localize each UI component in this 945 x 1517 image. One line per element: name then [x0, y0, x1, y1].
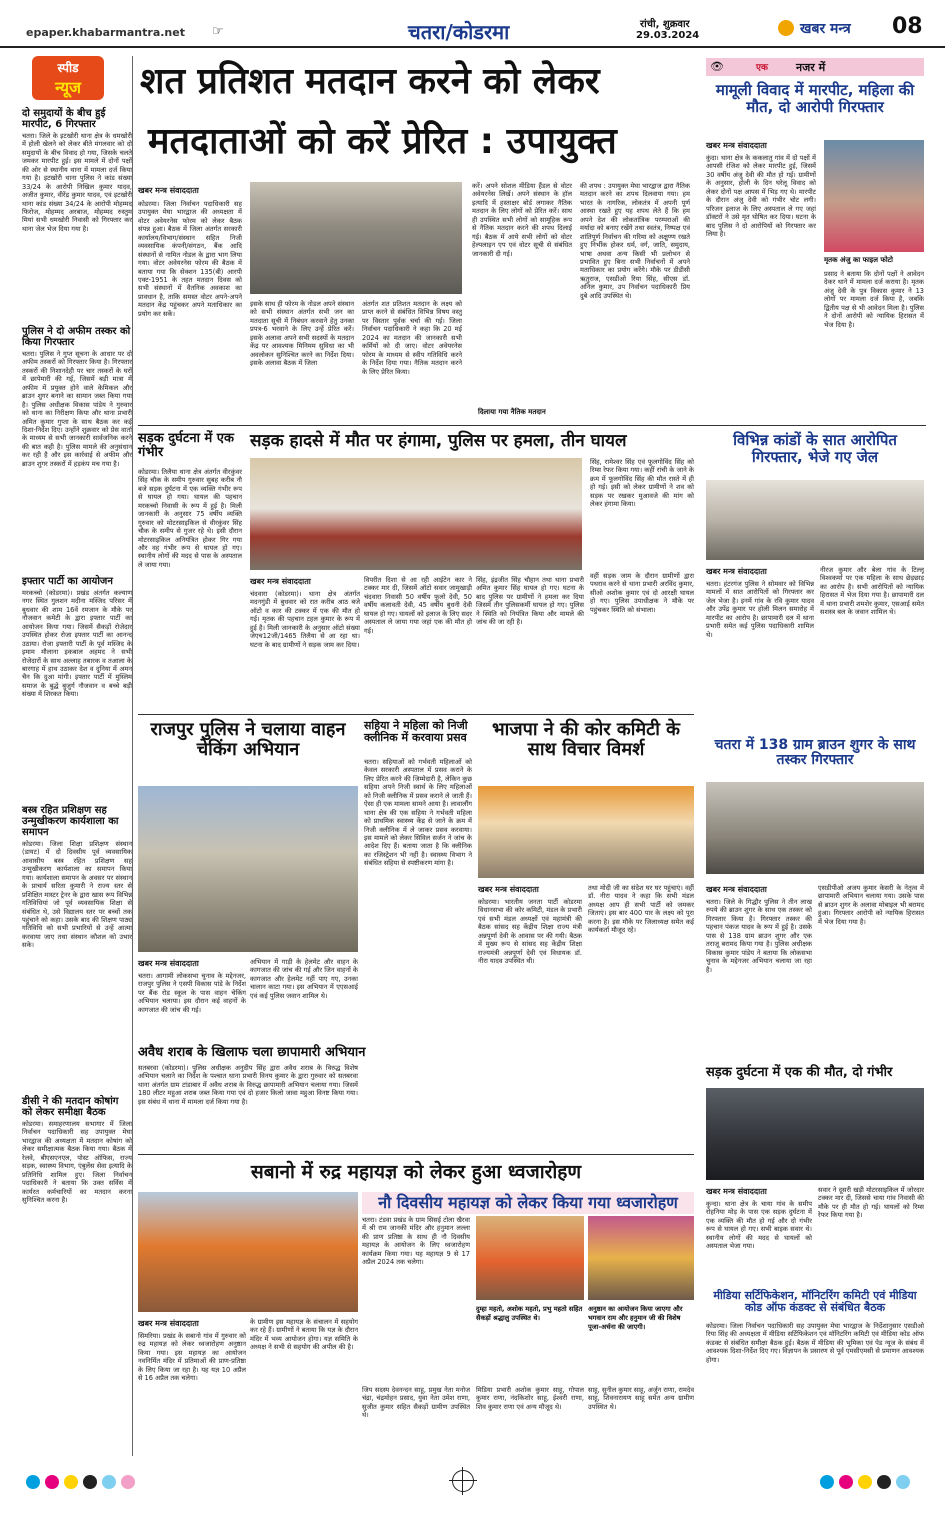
right-top-headline: मामूली विवाद में मारपीट, महिला की मौत, दो आरोपी गिरफ्तार [715, 81, 915, 116]
masthead [0, 0, 945, 48]
flag-tag: एक [756, 63, 768, 73]
registration-dot [896, 1475, 910, 1489]
speed-news-title: दो समुदायों के बीच हुई मारपीट, 6 गिरफ्तार [22, 108, 106, 130]
bjp-col1: कोडरमा। भारतीय जनता पार्टी कोडरमा विधानसभा की कोर कमिटी, मंडल के प्रभारी एवं सभी मंडल अध्यक्षों एवं महामंत्री की बैठक सांसद सह केंद्रीय शिक्षा राज्य मंत्री अन्नपूर्णा देवी के आवास पर की गयी। बैठक में मुख्य रूप से सांसद सह केंद्रीय शिक्षा राज्यमंत्री अन्नपूर्णा देवी एवं विधायक डॉ. नीरा यादव उपस्थित थी। [478, 898, 582, 966]
speed-news-body: चतरा। पुलिस ने गुप्त सूचना के आधार पर दो अफीम तस्करों को गिरफ्तार किया है। गिरफ्तार तस्करों की निशानदेही पर चार तस्करों के घरों में छापेमारी की गई, जिसमें बड़ी मात्रा में अफीम में प्रयुक्त होने वाले केमिकल और ब्राउन शुगर बनाने का सामान जब्त किया गया है। पुलिस अधीक्षक विकास पांडेय ने गुरुवार को थाना का निरीक्षण किया और थाना प्रभारी अमित कुमार गुप्ता के साथ बैठक कर कई दिशा-निर्देश दिए। उन्होंने शुक्रवार को प्रेस वार्ता के माध्यम से सभी जानकारी सार्वजनिक करने की बात कही है। पुलिस मामले की अनुसंधान कर रही है और इस कार्रवाई से अफीम और ब्राउन शुगर तस्करों में हड़कंप मच गया है। [22, 350, 132, 468]
divider [138, 714, 694, 715]
yagna-byline: खबर मन्त्र संवाददाता [138, 1319, 199, 1328]
rajpur-headline: राजपुर पुलिस ने चलाया वाहन चेकिंग अभियान [150, 719, 346, 760]
mob-col1: चंदवारा (कोडरमा)। थाना क्षेत्र अंतर्गत मदनगुंडी में बुधवार को रात करीब आठ बजे ऑटो व कार की टक्कर में एक की मौत हो गई। मृतक की पहचान टहल कुमार के रूप में हुई है। मिली जानकारी के अनुसार ऑटो संख्या जेएच12जी/1465 तिलैया से आ रहा था। घटना के बाद ग्रामीणों ने सड़क जाम कर दिया। [250, 590, 360, 649]
yagna-banner: सबानो में रुद्र महायज्ञ को लेकर हुआ ध्वजारोहण [250, 1161, 582, 1183]
registration-dot [83, 1475, 97, 1489]
nine-day-col5: साहू, सुनील कुमार साहू, अर्जुन राणा, रामदेव साहू, शिवनारायण साहू समेत अन्य ग्रामीण उपस्थित थे। [588, 1386, 694, 1411]
right-top-body: कुंदा। थाना क्षेत्र के ककलातु गांव में दो पक्षों में आपसी रंजिश को लेकर मारपीट हुई, जिसमें 30 वर्षीय अंजु देवी की मौत हो गई। ग्रामीणों के अनुसार, होली के दिन घरेलू विवाद को लेकर दोनों पक्ष आपस में भिड़ गए थे। मारपीट के दौरान अंजु देवी को गंभीर चोट लगी। परिजन इलाज के लिए अस्पताल ले गए जहां डॉक्टरों ने उसे मृत घोषित कर दिया। घटना के बाद पुलिस ने दो आरोपियों को गिरफ्तार कर लिया है। [706, 154, 816, 238]
lead-byline: खबर मन्त्र संवाददाता [138, 186, 199, 195]
lead-col1: कोडरमा। जिला निर्वाचन पदाधिकारी सह उपायुक्त मेघा भारद्वाज की अध्यक्षता में वोटर अवेयरनेस फोरम को लेकर बैठक संपन्न हुआ। बैठक में जिला अंतर्गत सरकारी कार्यालय/विभाग/संस्थान सहित निजी व्यवसायिक कंपनी/संगठन, बैंक आदि संस्थानों से नामित नोडल के द्वारा भाग लिया गया। वोटर अवेयरनेस फोरम की बैठक में बताया गया कि सेक्शन 135(बी) आरपी एक्ट-1951 के तहत मतदान दिवस को सभी संस्थानों में वैतनिक अवकाश का प्रावधान है, ताकि समस्त वोटर अपने-अपने मतदान केंद्र पहुंचकर अपने मताधिकार का प्रयोग कर सकें। [138, 200, 242, 318]
rajpur-byline: खबर मन्त्र संवाददाता [138, 959, 199, 968]
bjp-byline: खबर मन्त्र संवाददाता [478, 885, 539, 894]
brown-sugar-byline: खबर मन्त्र संवाददाता [706, 885, 767, 894]
speed-news-body: मरकच्चो (कोडरमा)। प्रखंड अंतर्गत कल्याण नगर स्थित गुलशन मदीना मस्जिद परिसर में बुधवार की शाम 16वें रमजान के मौके पर नौजवान कमेटी के द्वारा इफ्तार पार्टी का आयोजन किया गया। जिसमें सैकड़ों रोजेदार उपस्थित होकर रोजा इफ्तार पार्टी का आनन्द उठाया। रोजा इफ्तारी पार्टी के पूर्व मस्जिद के इमाम मौलाना इकबाल अहमद ने सभी रोजेदारों के साथ अल्लाह तबारक व तआला के बारगाह में हाथ उठाकर देश व दुनिया में अमन चैन कि दुआ मांगी। इफ्तार पार्टी में मुस्लिम समाज के बुद्धे बुजुर्ग नौजवान व बच्चे बड़ी संख्या में शिरकत किया। [22, 589, 132, 699]
registration-marks-right [820, 1474, 915, 1493]
liquor-body: सतबरवा (कोडरमा)। पुलिस अधीक्षक अनुदीप सिंह द्वारा अवैध शराब के विरुद्ध विशेष अभियान चलाने का निर्देश के पश्चात थाना प्रभारी विनय कुमार के द्वारा गुरुवार को सतबरवा थाना अंतर्गत ग्राम टांडाबार में अवैध शराब के विरुद्ध छापामारी अभियान चलाया गया। जिसमें 180 लीटर महुआ शराब जब्त किया गया एवं दो हजार किलो जावा महुआ विनष्ट किया गया। इस संबंध में थाना में मामला दर्ज किया गया है। [138, 1064, 358, 1106]
accident2-byline: खबर मन्त्र संवाददाता [706, 1187, 767, 1196]
registration-dot [839, 1475, 853, 1489]
nine-day-caption1: दुम्हा महतो, अशोक महतो, प्रभु महतो सहित सैकड़ों श्रद्धालु उपस्थित थे। [476, 1305, 583, 1322]
nine-day-col1: चतरा। टंडवा प्रखंड के ग्राम सिसई टोला खैरवा में श्री राम जानकी मंदिर और हनुमान लल्ला की प्राण प्रतिष्ठा के साथ ही नौ दिवसीय महायज्ञ के आयोजन के लिए ध्वजारोहण कार्यक्रम किया गया। यह महायज्ञ 9 से 17 अप्रैल 2024 तक चलेगा। [362, 1216, 470, 1267]
rajpur-photo [138, 786, 358, 952]
yagna-col2: के ग्रामीण इस महायज्ञ के संचालन में सहयोग कर रहे हैं। ग्रामीणों ने बताया कि यज्ञ के दौरान मंदिर में भव्य आयोजन होगा। यज्ञ समिति के अध्यक्ष ने सभी से सहयोग की अपील की है। [250, 1318, 358, 1352]
victim-photo [824, 140, 924, 252]
page-number: 08 [892, 14, 923, 39]
media-body: कोडरमा। जिला निर्वाचन पदाधिकारी सह उपायुक्त मेघा भारद्वाज के निर्देशानुसार एसडीओ रिया सिंह की अध्यक्षता में मीडिया सर्टिफिकेशन एवं मॉनिटरिंग कमिटी एवं मीडिया कोड ऑफ कंडक्ट से संबंधित समीक्षा बैठक हुई। बैठक में मीडिया की भूमिका एवं पेड न्यूज के संबंध में आवश्यक दिशा-निर्देश दिए गए। विज्ञापन के प्रसारण से पूर्व एमसीएमसी से प्रमाणन आवश्यक होगा। [706, 1322, 924, 1364]
section-title: चतरा/कोडरमा [408, 20, 510, 44]
clinic-headline: सहिया ने महिला को निजी क्लीनिक में करवाया प्रसव [364, 719, 468, 745]
nine-day-photo2 [588, 1216, 694, 1300]
arrested-photo [706, 480, 924, 560]
speed-news-item [22, 576, 132, 799]
victim-photo-caption: मृतक अंजु का फाइल फोटो [824, 256, 893, 264]
registration-marks-left [26, 1474, 140, 1493]
lead-col2: इसके साथ ही फोरम के नोडल अपने संस्थान को सभी संस्थान अंतर्गत सभी जन का मतदाता सूची में निबंधन करवाने हेतु उनका प्रपत्र-6 भरवाने के लिए उन्हें प्रेरित करें। इसके अलावा अपने सभी सदस्यों के मतदान केंद्र पर आवश्यक मिनिमम सुविधा का भी अवलोकन सुनिश्चित करने का निर्देश दिया। इसके अलावा बैठक में जिला [250, 300, 354, 368]
yagna-photo [138, 1192, 358, 1312]
speed-news-title: डीसी ने की मतदान कोषांग को लेकर समीक्षा बैठक [22, 1096, 119, 1118]
nine-day-caption2: अनुष्ठान का आयोजन किया जाएगा और भगवान राम और हनुमान जी की विशेष पूजा-अर्चना की जाएगी। [588, 1305, 683, 1331]
lead-col4: करें। अपने सोशल मीडिया हैंडल से वोटर अवेयरनेस लिखें। अपने संस्थान के हॉल इत्यादि में हस्ताक्षर बोर्ड लगाकर नैतिक मतदान के लिए लोगों को प्रेरित करें। साथ ही उपस्थित सभी लोगों को सामूहिक रूप से नैतिक मतदान करने की शपथ दिलाई गई। बैठक में आये सभी लोगों को वोटर हेल्पलाइन एप एवं वोटर सूची से संबंधित जानकारी दी गई। [472, 182, 572, 258]
lead-col5: की शपथ : उपायुक्त मेघा भारद्वाज द्वारा नैतिक मतदान करने का शपथ दिलवाया गया। हम भारत के नागरिक, लोकतंत्र में अपनी पूर्ण आस्था रखते हुए यह शपथ लेते हैं कि हम अपने देश की लोकतांत्रिक परम्पराओं की मर्यादा को बनाए रखेंगे तथा स्वतंत्र, निष्पक्ष एवं शांतिपूर्ण निर्वाचन की गरिमा को अक्षुण्ण रखते हुए निर्भीक होकर धर्म, वर्ग, जाति, समुदाय, भाषा अथवा अन्य किसी भी प्रलोभन से प्रभावित हुए बिना सभी निर्वाचनों में अपने मताधिकार का प्रयोग करेंगे। मौके पर डीडीसी ऋतुराज, एसडीओ रिया सिंह, सीएस डॉ. अनिल कुमार, उप निर्वाचन पदाधिकारी प्रिय दुबे आदि उपस्थित थे। [580, 182, 690, 300]
seven-arrested-col2: नीरज कुमार और बेला गांव के टिल्लू विश्वकर्मा पर एक महिला के साथ छेड़छाड़ का आरोप है। सभी आरोपितों को न्यायिक हिरासत में भेज दिया गया है। छापामारी दल में थाना प्रभारी शमशेर कुमार, एसआई समेत सशस्त्र बल के जवान शामिल थे। [820, 566, 924, 617]
speed-news-item [22, 108, 132, 320]
mob-col3: सिंह, इंद्रजीत सिंह चौहान तथा थाना प्रभारी अमित कुमार सिंह घायल हो गए। घटना के बाद पुलिस पर ग्रामीणों ने हमला कर दिया जिसमें तीन पुलिसकर्मी घायल हो गए। पुलिस ने स्थिति को नियंत्रित किया और मामले की जांच की जा रही है। [476, 576, 584, 627]
nine-day-col4: मिडिया प्रभारी अशोक कुमार साहू, गोपाल कुमार राणा, नंदकिशोर साहू, ईश्वरी राणा, शिव कुमार राणा एवं अन्य मौजूद थे। [476, 1386, 584, 1411]
brand-name: खबर मन्त्र [800, 21, 851, 37]
speed-news-item [22, 805, 132, 1090]
brown-sugar-col1: चतरा। जिले के गिद्धौर पुलिस ने तीन लाख रुपये की ब्राउन शुगर के साथ एक तस्कर को गिरफ्तार किया है। गिरफ्तार तस्कर की पहचान पंकज यादव के रूप में हुई है। उसके पास से 138 ग्राम ब्राउन शुगर और एक तराजू बरामद किया गया है। पुलिस अधीक्षक विकास कुमार पांडेय ने बताया कि लोकसभा चुनाव के मद्देनजर अभियान चलाया जा रहा है। [706, 898, 812, 974]
brown-sugar-photo [706, 782, 924, 874]
nine-day-col3: जिप सदस्य देवनन्दन साहू, प्रमुख नेता मनोज चंद्रा, चंद्रमोहन प्रसाद, युवा नेता उमेश राणा, सुजीत कुमार सहित सैकड़ों ग्रामीण उपस्थित थे। [362, 1386, 470, 1420]
mob-col5: वहीं सड़क जाम के दौरान ग्रामीणों द्वारा पथराव करने से थाना प्रभारी अरविंद कुमार, सीओ अशोक कुमार एवं दो आरक्षी घायल हो गए। पुलिस उपाधीक्षक ने मौके पर पहुंचकर स्थिति को संभाला। [590, 572, 694, 614]
brand-logo-icon [778, 20, 794, 36]
speed-news-title: इफ्तार पार्टी का आयोजन [22, 576, 113, 587]
badge-line1: स्पीड [57, 61, 79, 75]
registration-dot [121, 1475, 135, 1489]
brown-sugar-col2: एसडीपीओ अजय कुमार केसरी के नेतृत्व में छापामारी अभियान चलाया गया। उसके पास से ब्राउन शुगर के अलावा मोबाइल भी बरामद हुआ। गिरफ्तार आरोपी को न्यायिक हिरासत में भेज दिया गया है। [818, 884, 924, 926]
accident2-photo [706, 1088, 924, 1180]
speed-news-title: बस्त्र रहित प्रशिक्षण सह उन्मुखीकरण कार्यशाला का समापन [22, 805, 119, 838]
rajpur-col1: चतरा। आगामी लोकसभा चुनाव के मद्देनजर, राजपुर पुलिस ने एसपी विकास पांडे के निर्देश पर बैंक रोड स्कूल के पास वाहन चेकिंग अभियान चलाया। इस दौरान कई वाहनों के कागजात की जांच की गई। [138, 972, 246, 1014]
seven-arrested-col1: चतरा। हंटरगंज पुलिस ने सोमवार को विभिन्न मामलों में सात आरोपितों को गिरफ्तार कर जेल भेजा है। इनमें गांव के रवि कुमार यादव और उपेंद्र कुमार पर होली मिलन समारोह में मारपीट का आरोप है। छापामारी दल में थाना प्रभारी समेत कई पुलिस पदाधिकारी शामिल थे। [706, 580, 814, 639]
registration-dot [102, 1475, 116, 1489]
mob-photo [250, 458, 582, 570]
eye-icon: 👁 [710, 60, 724, 73]
divider [138, 425, 926, 426]
accident2-body: कुन्दा। थाना क्षेत्र के चाया गांव के समीप रोहनिया मोड़ के पास एक सड़क दुर्घटना में एक व्यक्ति की मौत हो गई और दो गंभीर रूप से घायल हो गए। सभी बाइक सवार थे। स्थानीय लोगों की मदद से घायलों को अस्पताल भेजा गया। [706, 1200, 812, 1251]
lead-headline-line1: शत प्रतिशत मतदान करने को लेकर [140, 61, 600, 102]
speed-news-body: कोडरमा। जिला शिक्षा प्रशिक्षण संस्थान (डायट) में दो दिवसीय पूर्व व्यवसायिक आवासीय बस्त्र रहित प्रशिक्षण सह उन्मुखीकरण कार्यशाला का समापन किया गया। कार्यशाला समापन के अवसर पर संस्थान के प्राचार्य सरिता कुमारी ने राज्य स्तर से प्रशिक्षित मास्टर ट्रेनर के द्वारा खास रूप विभिन्न गतिविधियां जो पूर्व व्यवसायिक शिक्षा से संबंधित थे, उसे विद्यालय स्तर पर बच्चों तक पहुंचाने को कहा। उसके बाद की शिक्षण पाठ्य गतिविधि को सभी प्रभारियों से उन्हें आत्मा करवाया जाए तथा संस्थान कौशल को उभार सके। [22, 840, 132, 950]
lead-photo [250, 182, 462, 294]
seven-arrested-byline: खबर मन्त्र संवाददाता [706, 567, 767, 576]
registration-dot [858, 1475, 872, 1489]
masthead-city-day: रांची, शुक्रवार [640, 19, 690, 30]
accident1-headline: सड़क दुर्घटना में एक गंभीर [138, 431, 234, 461]
registration-dot [45, 1475, 59, 1489]
right-top-byline: खबर मन्त्र संवाददाता [706, 141, 767, 150]
mob-col2: विपरीत दिशा से आ रही आईटेन कार ने टक्कर मार दी, जिसमें ऑटो सवार जामुखाड़ी चंदवारा निवासी 50 वर्षीय फूलो देवी, 50 वर्षीय कलावती देवी, 45 वर्षीय बुधनी देवी घायल हो गए। घायलों को इलाज के लिए सदर अस्पताल ले जाया गया जहां एक की मौत हो गई। [364, 576, 472, 635]
speed-news-body: चतरा। जिले के इटखोरी थाना क्षेत्र के धमखोरी में होली खेलने को लेकर बीते मंगलवार को दो समुदायों के बीच विवाद हो गया, जिसके चलते जमकर मारपीट हुई। इस मामले में दोनों पक्षों की ओर से स्थानीय थाना में मामला दर्ज किया गया है। इटखोरी थाना पुलिस ने कांड संख्या 33/24 के आरोपी निखिल कुमार यादव, अजीत कुमार, वीरेंद्र कुमार यादव, एवं इटखोरी थाना कांड संख्या 34/24 के आरोपी मोहम्मद फिरोज, मोहम्मद अरबाज, मोहम्मद रुस्तुम मियां सभी धमखोरी निवासी को गिरफ्तार कर थाना जेल भेज दिया गया है। [22, 132, 132, 233]
seven-arrested-headline: विभिन्न कांडों के सात आरोपित गिरफ्तार, भेजे गए जेल [733, 431, 897, 466]
yagna-col1: सिमरिया। प्रखंड के सबानो गांव में गुरुवार को रुद्र महायज्ञ को लेकर ध्वजारोहण अनुष्ठान किया गया। इस महायज्ञ का आयोजन नवनिर्मित मंदिर में प्रतिमाओं की प्राण-प्रतिष्ठा के लिए किया जा रहा है। यह यज्ञ 10 अप्रैल से 16 अप्रैल तक चलेगा। [138, 1332, 246, 1383]
mob-byline: खबर मन्त्र संवाददाता [250, 577, 311, 586]
nine-day-headline: नौ दिवसीय महायज्ञ को लेकर किया गया ध्वजारोहण [362, 1192, 694, 1214]
lead-headline-line2: मतदाताओं को करें प्रेरित : उपायुक्त [148, 121, 617, 162]
site-url[interactable]: epaper.khabarmantra.net [26, 26, 185, 39]
speed-news-item [22, 1096, 132, 1300]
ek-nazar-flag [706, 58, 924, 76]
liquor-headline: अवैध शराब के खिलाफ चला छापामारी अभियान [138, 1045, 366, 1060]
hand-pointer-icon: ☞ [212, 24, 224, 39]
speed-news-badge [32, 56, 104, 100]
speed-news-item [22, 326, 132, 570]
media-headline: मीडिया सर्टिफिकेशन, मॉनिटरिंग कमिटी एवं मीडिया कोड ऑफ कंडक्ट से संबंधित बैठक [713, 1289, 917, 1315]
lead-col3: अंतर्गत शत प्रतिशत मतदान के लक्ष्य को प्राप्त करने से संबंधित विभिन्न विषय वस्तु पर विस्तार पूर्वक चर्चा की गई। जिला निर्वाचन पदाधिकारी ने कहा कि 20 मई 2024 का मतदान की जानकारी सभी कर्मियों को दी जाए। वोटर अवेयरनेस फोरम के माध्यम से स्वीप गतिविधि करने के निर्देश दिया गया। नैतिक मतदान करने के लिए प्रेरित किया। [362, 300, 462, 376]
right-top-body2: प्रसाद ने बताया कि दोनों पक्षों ने आवेदन देकर थाने में मामला दर्ज कराया है। मृतक अंजु देवी के पुत्र विकास कुमार ने 13 लोगों पर मामला दर्ज किया है, जबकि द्वितीय पक्ष से भी आवेदन मिला है। पुलिस ने दोनों आरोपी को न्यायिक हिरासत में भेज दिया है। [824, 270, 924, 329]
brown-sugar-headline: चतरा में 138 ग्राम ब्राउन शुगर के साथ तस्कर गिरफ्तार [714, 737, 916, 769]
bjp-headline: भाजपा ने की कोर कमिटी के साथ विचार विमर्श [491, 719, 681, 760]
accident2-body2: सवार ने दूसरी खड़ी मोटरसाइकिल में जोरदार टक्कर मार दी, जिससे चाया गांव निवासी की मौके पर ही मौत हो गई। घायलों को रिम्स रेफर किया गया है। [818, 1186, 924, 1220]
accident1-body: कोडरमा। तिलैया थाना क्षेत्र अंतर्गत वीरकुंवर सिंह चौक के समीप गुरुवार सुबह करीब नौ बजे सड़क दुर्घटना में एक व्यक्ति गंभीर रूप से घायल हो गया। घायल की पहचान मरकच्चो निवासी के रूप में हुई है। मिली जानकारी के अनुसार 75 वर्षीय व्यक्ति गुरुवार को मोटरसाइकिल से वीरकुंवर सिंह चौक के समीप से गुजर रहे थे। इसी दौरान मोटरसाइकिल अनियंत्रित होकर गिर गया और वह गंभीर रूप से घायल हो गए। स्थानीय लोगों की मदद से पास के अस्पताल ले जाया गया। [138, 468, 242, 569]
rajpur-col2: अभियान में गाड़ी के हेलमेट और वाहन के कागजात की जांच की गई और जिन वाहनों के कागजात और हेलमेट नहीं पाए गए, उनका चालान काटा गया। इस अभियान में एएसआई एवं कई पुलिस जवान शामिल थे। [250, 958, 358, 1000]
speed-news-body: कोडरमा। समाहरणालय सभागार में जिला निर्वाचन पदाधिकारी सह उपायुक्त मेघा भारद्वाज की अध्यक्षता में मतदान कोषांग को लेकर समीक्षात्मक बैठक किया गया। बैठक में रेलवे, बीएसएनएल, पोस्ट ऑफिस, राज्य सड़क, स्वास्थ्य विभाग, एंबुलेंस सेवा इत्यादि के प्रतिनिधि शामिल हुए। जिला निर्वाचन पदाधिकारी ने बताया कि उक्त सर्विस में कार्यरत कर्मचारियों का मतदान करना सुनिश्चित करना है। [22, 1120, 132, 1204]
masthead-date: 29.03.2024 [636, 30, 700, 41]
badge-line2: न्यूज [55, 78, 81, 97]
registration-dot [877, 1475, 891, 1489]
bjp-col2: तथा मोदी जी का संदेश घर घर पहुंचाएं। वहीं डॉ. नीरा यादव ने कहा कि सभी मंडल अध्यक्ष आप ही सभी पार्टी को जमकर जिताएं। इस बार 400 पार के लक्ष्य को पूरा करना है। इस मौके पर जिलाध्यक्ष समेत कई कार्यकर्ता मौजूद रहे। [588, 884, 694, 935]
registration-dot [820, 1475, 834, 1489]
mob-col4: सिंह, रामेश्वर सिंह एवं फूलगोविंद सिंह को रिम्स रेफर किया गया। कहीं रांची के जाने के क्रम में फूलगोविंद सिंह की मौत रास्ते में ही हो गई। इसी को लेकर ग्रामीणों ने शव को सड़क पर रखकर मुआवजे की मांग को लेकर हंगामा किया। [590, 458, 694, 509]
nine-day-photo1 [476, 1216, 584, 1300]
bjp-photo [478, 786, 694, 878]
divider [138, 1154, 694, 1155]
mob-headline: सड़क हादसे में मौत पर हंगामा, पुलिस पर हमला, तीन घायल [250, 431, 627, 451]
accident2-headline: सड़क दुर्घटना में एक की मौत, दो गंभीर [706, 1065, 893, 1080]
clinic-body: चतरा। सहियाओं को गर्भवती महिलाओं को केवल सरकारी अस्पताल में प्रसव कराने के लिए प्रेरित करने की जिम्मेदारी है, लेकिन कुछ सहिया अपने निजी स्वार्थ के लिए महिलाओं को निजी क्लीनिक में प्रसव कराने ले जाती हैं। ऐसा ही एक मामला सामने आया है। लावालौंग थाना क्षेत्र की एक सहिया ने गर्भवती महिला को प्राथमिक स्वास्थ्य केंद्र से जाने के क्रम में निजी क्लीनिक में ले जाकर प्रसव करवाया। इस मामले को लेकर सिविल सर्जन ने जांच के आदेश दिए हैं। बताया जाता है कि क्लीनिक का रजिस्ट्रेशन भी नहीं है। स्वास्थ्य विभाग ने संबंधित सहिया से स्पष्टीकरण मांगा है। [364, 758, 472, 868]
crosshair-icon [452, 1470, 474, 1492]
registration-dot [64, 1475, 78, 1489]
flag-label: नजर में [796, 61, 826, 74]
lead-oath-subhead: दिलाया गया नैतिक मतदान [478, 408, 546, 416]
speed-news-title: पुलिस ने दो अफीम तस्कर को किया गिरफ्तार [22, 326, 131, 348]
speed-news-sidebar [22, 56, 133, 1456]
registration-dot [26, 1475, 40, 1489]
